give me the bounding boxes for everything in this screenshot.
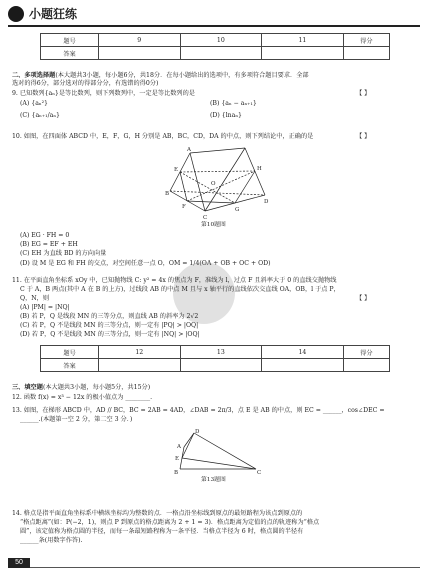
q9-option-a: (A) {aₙ²} (20, 100, 48, 107)
header-divider (8, 25, 420, 27)
fig-label: G (235, 207, 240, 213)
answer-table-2 (40, 345, 390, 372)
footer-divider (30, 567, 420, 568)
q9-bracket: 【 】 (356, 90, 371, 97)
fig-label: E (175, 456, 180, 462)
q10-tetrahedron-figure (165, 145, 270, 221)
table-cell: 10 (180, 34, 262, 47)
section-2-line1 (12, 72, 309, 80)
q14-line3: 圆”，该定值称为格点圆的半径，而每一条最短路程称为一条平径．当格点半径为 6 时，格点圆的半径有 (20, 528, 304, 535)
answer-cell[interactable] (262, 47, 344, 60)
table-cell: 9 (99, 34, 181, 47)
q10-stem: 10. 如图，在四面体 ABCD 中，E，F，G，H 分别是 AB，BC，CD，DA 的中点，则下列结论中，正确的是 (12, 133, 314, 140)
fig-label: A (177, 444, 181, 450)
section-heading: 三、填空题 (12, 384, 43, 391)
q13-line1: 13. 如图，在梯形 ABCD 中，AD // BC，BC = 2AB = 4AD，∠DAB = 2π/3，点 E 是 AB 的中点，则 EC = ______，cos∠DEC = (12, 407, 385, 414)
fig-label: H (257, 166, 262, 172)
answer-table-1 (40, 33, 390, 60)
section-desc: (本大题共3小题，每小题5分，共15分) (42, 384, 151, 391)
page-header-title: 小题狂练 (29, 7, 78, 21)
page-number: 50 (8, 558, 30, 568)
table-cell: 得分 (343, 34, 389, 47)
q11-line2: C 于 A，B 两点(其中 A 在 B 的上方)，过线段 AB 的中点 M 且与 x 轴平行的直线依次交直线 OA，OB，l 于点 P， (20, 286, 340, 293)
q9-option-b: (B) {aₙ − aₙ₊₁} (210, 100, 257, 107)
q11-line3: Q，N，则 (20, 295, 50, 302)
q12-text: 12. 函数 f(x) = x³ − 12x 的极小值点为 ________. (12, 394, 153, 401)
q10-option-c: (C) EH 为直线 BD 的方向向量 (20, 250, 107, 257)
section-3-heading-line (12, 384, 150, 392)
fig-label: C (257, 470, 262, 475)
fig-label: C (203, 215, 208, 221)
table-cell: 13 (180, 346, 262, 359)
q11-option-c: (C) 若 P，Q 不是线段 MN 的三等分点，则一定有 |PQ| > |OQ| (20, 322, 199, 329)
q14-line2: “格点距离”(如：P(−2，1)，则点 P 到原点的格点距离为 2 + 1 = 3)．格点距离为定值的点的轨迹称为“格点 (20, 519, 320, 526)
table-cell: 14 (262, 346, 344, 359)
fig-label: B (165, 191, 170, 197)
table-cell: 题号 (41, 34, 99, 47)
fig-label: E (174, 167, 179, 173)
q10-option-a: (A) EG · FH = 0 (20, 232, 70, 239)
answer-cell[interactable] (180, 47, 262, 60)
table-cell: 11 (262, 34, 344, 47)
table-row (41, 359, 390, 372)
table-cell: 题号 (41, 346, 99, 359)
fig-label: F (182, 204, 186, 210)
table-cell: 答案 (41, 359, 99, 372)
q13-line2: ______.(本题第一空 2 分，第二空 3 分．) (20, 416, 133, 423)
score-cell[interactable] (343, 47, 389, 60)
q11-option-b: (B) 若 P，Q 是线段 MN 的三等分点，则直线 AB 的斜率为 2√2 (20, 313, 199, 320)
q9-option-c: (C) {aₙ₊₁/aₙ} (20, 112, 60, 119)
section-heading: 二、多项选择题 (12, 72, 56, 79)
q11-option-d: (D) 若 P，Q 不是线段 MN 的三等分点，则一定有 |NQ| > |OQ| (20, 331, 200, 338)
answer-cell[interactable] (180, 359, 262, 372)
q10-option-d: (D) 设 M 是 EG 和 FH 的交点，对空间任意一点 O，OM = 1/4(OA + OB + OC + OD) (20, 260, 271, 267)
table-cell: 答案 (41, 47, 99, 60)
table-cell: 12 (99, 346, 181, 359)
logo-icon (8, 6, 24, 22)
fig-label: B (174, 470, 179, 475)
q13-trapezoid-figure (170, 427, 262, 475)
answer-cell[interactable] (262, 359, 344, 372)
q10-bracket: 【 】 (356, 133, 371, 140)
q11-option-a: (A) |PM| = |NQ| (20, 304, 70, 311)
table-row (41, 346, 390, 359)
q9-option-d: (D) {lnaₙ} (210, 112, 242, 119)
table-row (41, 34, 390, 47)
table-row (41, 47, 390, 60)
section-desc: (本大题共3小题，每小题6分，共18分．在每小题给出的选项中，有多项符合题目要求．全部 (55, 72, 309, 79)
fig-label: D (264, 199, 269, 205)
q10-option-b: (B) EG = EF + EH (20, 241, 78, 248)
q13-figure-caption: 第13题图 (201, 477, 226, 483)
q9-stem: 9. 已知数列{aₙ}是等比数列，则下列数列中，一定是等比数列的是 (12, 90, 195, 97)
q11-bracket: 【 】 (356, 295, 371, 302)
q14-line1: 14. 格点是指平面直角坐标系中横纵坐标均为整数的点．一格点沿坐标线到原点的最短路程为该点到原点的 (12, 510, 303, 517)
q14-line4: ______条(用数字作答). (20, 537, 83, 544)
score-cell[interactable] (343, 359, 389, 372)
fig-label: O (211, 181, 216, 187)
fig-label: A (187, 147, 191, 153)
q10-figure-caption: 第10题图 (201, 222, 226, 228)
fig-label: D (195, 429, 200, 435)
answer-cell[interactable] (99, 47, 181, 60)
table-cell: 得分 (343, 346, 389, 359)
section-2-line2: 选对的得6分，部分选对的得部分分，有选错的得0分) (12, 80, 159, 87)
q11-line1: 11. 在平面直角坐标系 xOy 中，已知抛物线 C: y² = 4x 的焦点为 F，准线为 l，过点 F 且斜率大于 0 的直线交抛物线 (12, 277, 337, 284)
answer-cell[interactable] (99, 359, 181, 372)
